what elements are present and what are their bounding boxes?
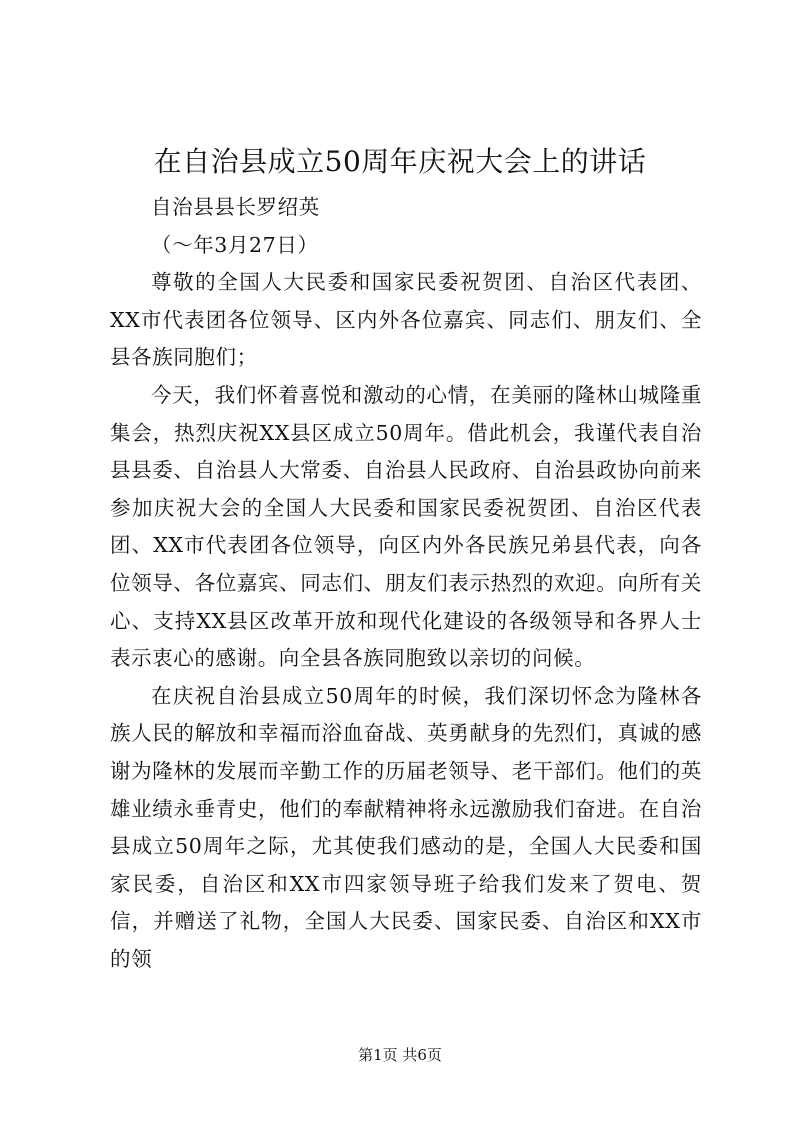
document-title: 在自治县成立50周年庆祝大会上的讲话	[153, 145, 647, 178]
date-line: （～年3月27日）	[151, 232, 319, 257]
page-footer	[0, 1045, 800, 1065]
paragraph-salutation: 尊敬的全国人大民委和国家民委祝贺团、自治区代表团、XX市代表团各位领导、区内外各位嘉宾、同志们、朋友们、全县各族同胞们；	[110, 270, 702, 370]
paragraph-welcome: 今天，我们怀着喜悦和激动的心情，在美丽的隆林山城隆重集会，热烈庆祝XX县区成立50周年。借此机会，我谨代表自治县县委、自治县人大常委、自治县人民政府、自治县政协向前来参加庆祝大会的全国人大民委和国家民委祝贺团、自治区代表团、XX市代表团各位领导，向区内外各民族兄弟县代表，向各位领导、各位嘉宾、同志们、朋友们表示热烈的欢迎。向所有关心、支持XX县区改革开放和现代化建设的各级领导和各界人士表示衷心的感谢。向全县各族同胞致以亲切的问候。	[110, 382, 702, 671]
document-body	[110, 189, 702, 978]
page-number: 第1页 共6页	[358, 1046, 442, 1064]
paragraph-remembrance: 在庆祝自治县成立50周年的时候，我们深切怀念为隆林各族人民的解放和幸福而浴血奋战、英勇献身的先烈们，真诚的感谢为隆林的发展而辛勤工作的历届老领导、老干部们。他们的英雄业绩永垂青史，他们的奉献精神将永远激励我们奋进。在自治县成立50周年之际，尤其使我们感动的是，全国人大民委和国家民委，自治区和XX市四家领导班子给我们发来了贺电、贺信，并赠送了礼物，全国人大民委、国家民委、自治区和XX市的领	[110, 683, 702, 971]
author-line: 自治县县长罗绍英	[151, 195, 320, 219]
